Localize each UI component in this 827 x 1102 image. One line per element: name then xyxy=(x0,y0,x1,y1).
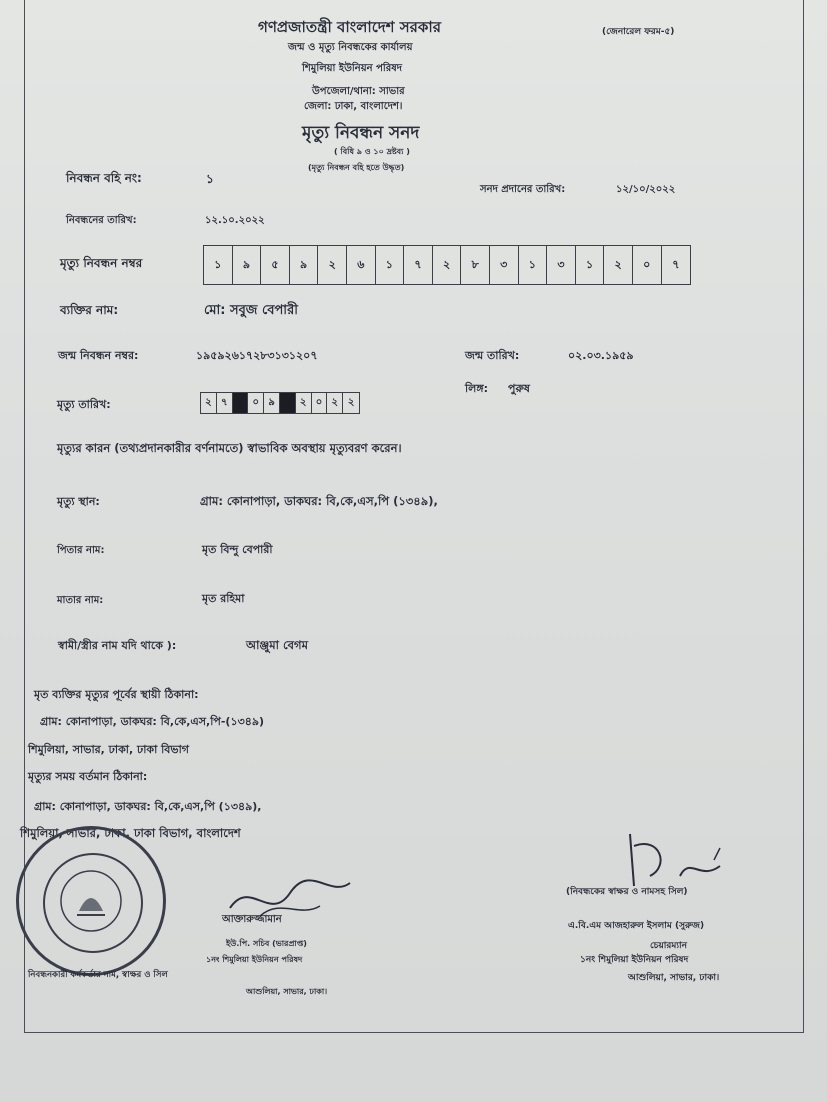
district: জেলা: ঢাকা, বাংলাদেশ। xyxy=(304,101,403,112)
reg-date-label: নিবন্ধনের তারিখ: xyxy=(66,215,137,226)
date-digit: ২ xyxy=(201,393,217,413)
reg-digit: ৮ xyxy=(461,246,490,284)
mother-label: মাতার নাম: xyxy=(57,595,104,606)
reg-digit: ৭ xyxy=(404,246,433,284)
date-digit: ০ xyxy=(248,393,264,413)
reg-date-value: ১২.১০.২০২২ xyxy=(205,215,265,226)
right-signer-office: ১নং শিমুলিয়া ইউনিয়ন পরিষদ xyxy=(580,955,689,965)
death-place-label: মৃত্যু স্থান: xyxy=(57,495,100,508)
sex-label: লিঙ্গ: xyxy=(465,382,489,395)
date-digit: ৭ xyxy=(217,393,233,413)
sex-value: পুরুষ xyxy=(508,382,530,395)
mother-value: মৃত রহিমা xyxy=(202,592,245,605)
reg-digit: ৬ xyxy=(347,246,376,284)
date-separator xyxy=(233,393,249,413)
date-digit: ০ xyxy=(312,393,328,413)
death-date-boxes xyxy=(200,392,360,414)
certificate-title: মৃত্যু নিবন্ধন সনদ xyxy=(302,123,420,143)
reg-digit: ৩ xyxy=(490,246,519,284)
reg-digit: ৯ xyxy=(233,246,262,284)
reg-digit: ২ xyxy=(318,246,347,284)
death-reg-no-boxes xyxy=(203,245,691,285)
death-cause: মৃত্যুর কারন (তথ্যপ্রদানকারীর বর্ণনামতে) স্বাভাবিক অবস্থায় মৃত্যুবরণ করেন। xyxy=(57,441,402,455)
upazila: উপজেলা/থানা: সাভার xyxy=(312,86,405,97)
date-digit: ৯ xyxy=(264,393,280,413)
death-reg-no-label: মৃত্যু নিবন্ধন নম্বর xyxy=(60,256,143,270)
reg-digit: ০ xyxy=(633,246,662,284)
reg-digit: ৭ xyxy=(672,258,680,271)
reg-digit: ১ xyxy=(519,246,548,284)
govt-title: গণপ্রজাতন্ত্রী বাংলাদেশ সরকার xyxy=(258,18,441,36)
birth-reg-label: জন্ম নিবন্ধন নম্বর: xyxy=(58,349,139,362)
death-date-label: মৃত্যু তারিখ: xyxy=(57,398,111,411)
reg-digit: ২ xyxy=(433,246,462,284)
left-signer-name: আক্তারুজ্জামান xyxy=(222,914,282,925)
right-signature-icon xyxy=(620,826,730,892)
book-no-value: ১ xyxy=(206,172,214,186)
union-seal xyxy=(16,826,166,976)
form-number: (জেনারেল ফরম-৫) xyxy=(602,27,675,37)
left-sign-caption: নিবন্ধনকারী কর্মকর্তার নাম, স্বাক্ষর ও সিল xyxy=(28,970,168,980)
book-no-label: নিবন্ধন বহি নং: xyxy=(66,171,142,185)
reg-digit: ১ xyxy=(376,246,405,284)
birth-date-value: ০২.০৩.১৯৫৯ xyxy=(568,349,634,362)
reg-digit: ৫ xyxy=(261,246,290,284)
reg-digit: ২ xyxy=(604,246,633,284)
reg-digit: ১ xyxy=(204,246,233,284)
death-place-value: গ্রাম: কোনাপাড়া, ডাকঘর: বি,কে,এস,পি (১৩৪৯), xyxy=(200,494,438,508)
perm-addr-line1: গ্রাম: কোনাপাড়া, ডাকঘর: বি,কে,এস,পি-(১৩৪৯) xyxy=(40,715,265,728)
name-label: ব্যক্তির নাম: xyxy=(60,303,119,317)
left-signer-title: ইউ.পি. সচিব (ভারপ্রাপ্ত) xyxy=(226,939,307,948)
left-signer-addr: আশুলিয়া, সাভার, ঢাকা। xyxy=(246,987,328,996)
office-name: জন্ম ও মৃত্যু নিবন্ধকের কার্যালয় xyxy=(288,42,413,53)
father-label: পিতার নাম: xyxy=(57,545,105,556)
father-value: মৃত বিন্দু বেপারী xyxy=(202,543,273,556)
right-signer-title: চেয়ারম্যান xyxy=(650,941,687,951)
left-signer-office: ১নং শিমুলিয়া ইউনিয়ন পরিষদ xyxy=(206,955,303,964)
union-name: শিমুলিয়া ইউনিয়ন পরিষদ xyxy=(302,63,402,74)
spouse-value: আঞ্জুমা বেগম xyxy=(246,638,308,652)
date-separator xyxy=(280,393,296,413)
right-sign-caption: (নিবন্ধকের স্বাক্ষর ও নামসহ সিল) xyxy=(566,887,688,897)
rule-ref: ( বিধি ৯ ও ১০ দ্রষ্টব্য ) xyxy=(334,147,410,156)
perm-addr-label: মৃত ব্যক্তির মৃত্যুর পূর্বের স্থায়ী ঠিকানা: xyxy=(34,688,199,701)
reg-digit: ১ xyxy=(576,246,605,284)
birth-reg-value: ১৯৫৯২৬১৭২৮৩১৩১২০৭ xyxy=(196,349,318,362)
curr-addr-line1: গ্রাম: কোনাপাড়া, ডাকঘর: বি,কে,এস,পি (১৩৪৯), xyxy=(34,800,262,813)
name-value: মো: সবুজ বেপারী xyxy=(204,303,298,318)
issue-date-value: ১২/১০/২০২২ xyxy=(616,184,676,195)
seal-emblem-icon xyxy=(19,829,163,973)
birth-date-label: জন্ম তারিখ: xyxy=(465,349,520,362)
right-signer-addr: আশুলিয়া, সাভার, ঢাকা। xyxy=(628,973,720,983)
reg-digit: ৯ xyxy=(290,246,319,284)
perm-addr-line2: শিমুলিয়া, সাভার, ঢাকা, ঢাকা বিভাগ xyxy=(28,743,189,756)
date-digit: ২ xyxy=(347,397,355,408)
date-digit: ২ xyxy=(327,393,343,413)
date-digit: ২ xyxy=(296,393,312,413)
issue-date-label: সনদ প্রদানের তারিখ: xyxy=(480,184,566,195)
reg-digit: ৩ xyxy=(547,246,576,284)
curr-addr-label: মৃত্যুর সময় বর্তমান ঠিকানা: xyxy=(28,770,148,783)
right-signer-name: এ.বি.এম আজহারুল ইসলাম (সুরুজ) xyxy=(568,921,705,931)
spouse-label: স্বামী/স্ত্রীর নাম যদি থাকে ): xyxy=(58,639,177,652)
curr-addr-line2: শিমুলিয়া, সাভার, ঢাকা, ঢাকা বিভাগ, বাংলাদেশ xyxy=(20,826,241,840)
rule-ref-2: (মৃত্যু নিবন্ধন বহি হতে উদ্ধৃত) xyxy=(308,163,405,172)
